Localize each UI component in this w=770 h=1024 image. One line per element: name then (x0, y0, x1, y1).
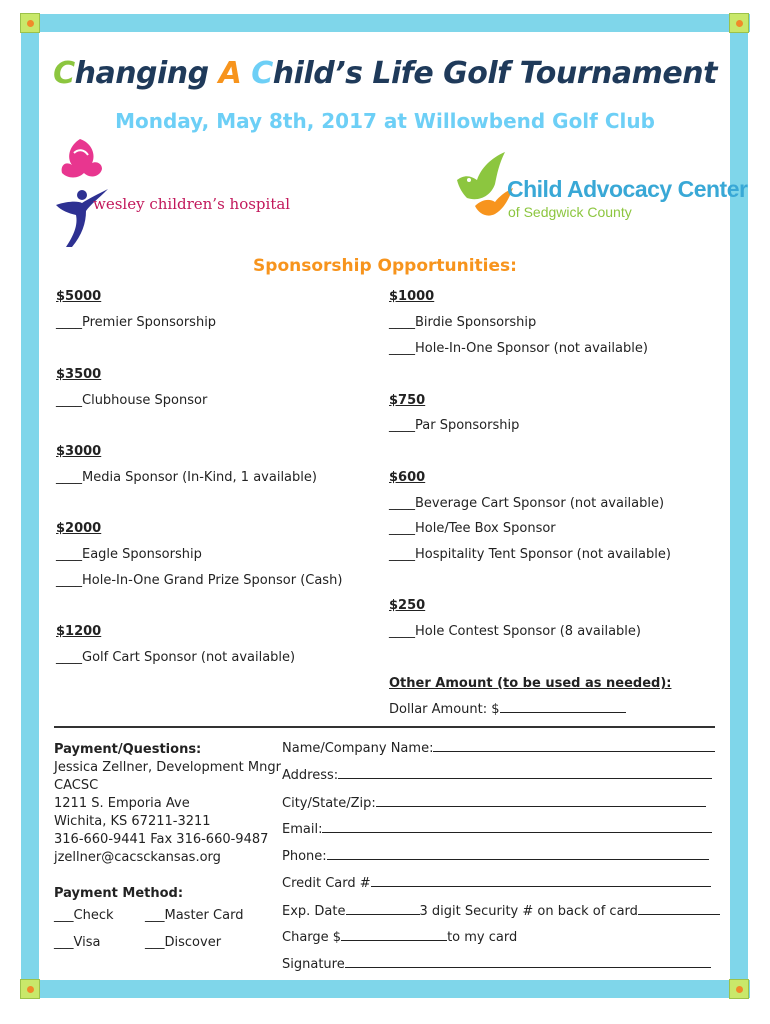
option-hole-in-one[interactable]: ____Hole-In-One Sponsor (not available) (389, 341, 648, 356)
bird-logo-icon (455, 150, 515, 222)
option-media[interactable]: ____Media Sponsor (In-Kind, 1 available) (56, 470, 317, 485)
method-check[interactable]: ___Check (54, 908, 114, 923)
contact-city: Wichita, KS 67211-3211 (54, 814, 211, 829)
email-field[interactable]: Email: (282, 821, 712, 837)
divider (54, 726, 715, 728)
method-master-card[interactable]: ___Master Card (145, 908, 244, 923)
event-subtitle: Monday, May 8th, 2017 at Willowbend Golf Club (115, 109, 655, 133)
city-state-zip-field[interactable]: City/State/Zip: (282, 795, 706, 811)
option-par[interactable]: ____Par Sponsorship (389, 418, 520, 433)
payment-heading: Payment/Questions: (54, 742, 202, 757)
method-visa[interactable]: ___Visa (54, 935, 101, 950)
option-hole-tee-box[interactable]: ____Hole/Tee Box Sponsor (389, 521, 556, 536)
corner-bottom-right (729, 979, 749, 999)
contact-email[interactable]: jzellner@cacsckansas.org (54, 850, 221, 865)
option-golf-cart[interactable]: ____Golf Cart Sponsor (not available) (56, 650, 296, 665)
level-1000: $1000 (389, 289, 435, 304)
signature-field[interactable]: Signature (282, 956, 711, 972)
level-3500: $3500 (56, 367, 102, 382)
level-750: $750 (389, 393, 426, 408)
option-hole-contest[interactable]: ____Hole Contest Sponsor (8 available) (389, 624, 641, 639)
wesley-logo-icon (52, 135, 112, 251)
option-hospitality-tent[interactable]: ____Hospitality Tent Sponsor (not available) (389, 547, 671, 562)
option-hole-in-one-grand[interactable]: ____Hole-In-One Grand Prize Sponsor (Cash) (56, 573, 343, 588)
address-field[interactable]: Address: (282, 767, 712, 783)
level-250: $250 (389, 598, 426, 613)
level-600: $600 (389, 470, 426, 485)
sponsorship-title: Sponsorship Opportunities: (253, 256, 517, 276)
charge-field[interactable]: Charge $ to my card (282, 930, 518, 945)
corner-top-left (20, 13, 40, 33)
cac-logo-title: Child Advocacy Center (507, 176, 748, 202)
phone-field[interactable]: Phone: (282, 848, 709, 864)
page-title: Changing A Child’s Life Golf Tournament (53, 56, 717, 91)
level-3000: $3000 (56, 444, 102, 459)
payment-method-heading: Payment Method: (54, 886, 184, 901)
option-beverage-cart[interactable]: ____Beverage Cart Sponsor (not available) (389, 496, 665, 511)
level-2000: $2000 (56, 521, 102, 536)
border-left (21, 20, 39, 992)
contact-street: 1211 S. Emporia Ave (54, 796, 190, 811)
border-right (730, 20, 748, 992)
contact-org: CACSC (54, 778, 99, 793)
option-birdie[interactable]: ____Birdie Sponsorship (389, 315, 537, 330)
level-1200: $1200 (56, 624, 102, 639)
contact-name: Jessica Zellner, Development Mngr (54, 760, 281, 775)
border-top (20, 14, 750, 32)
option-premier[interactable]: ____Premier Sponsorship (56, 315, 217, 330)
contact-phone: 316-660-9441 Fax 316-660-9487 (54, 832, 269, 847)
name-company-field[interactable]: Name/Company Name: (282, 740, 715, 756)
dollar-amount-field[interactable]: Dollar Amount: $ (389, 701, 626, 717)
option-eagle[interactable]: ____Eagle Sponsorship (56, 547, 202, 562)
method-discover[interactable]: ___Discover (145, 935, 222, 950)
other-amount-heading: Other Amount (to be used as needed): (389, 676, 672, 691)
corner-bottom-left (20, 979, 40, 999)
credit-card-field[interactable]: Credit Card # (282, 875, 711, 891)
border-bottom (20, 980, 750, 998)
level-5000: $5000 (56, 289, 102, 304)
cac-logo-subtitle: of Sedgwick County (508, 204, 632, 220)
wesley-logo-text: wesley children’s hospital (93, 195, 291, 213)
exp-date-field[interactable]: Exp. Date 3 digit Security # on back of card (282, 903, 720, 919)
corner-top-right (729, 13, 749, 33)
option-clubhouse[interactable]: ____Clubhouse Sponsor (56, 393, 208, 408)
